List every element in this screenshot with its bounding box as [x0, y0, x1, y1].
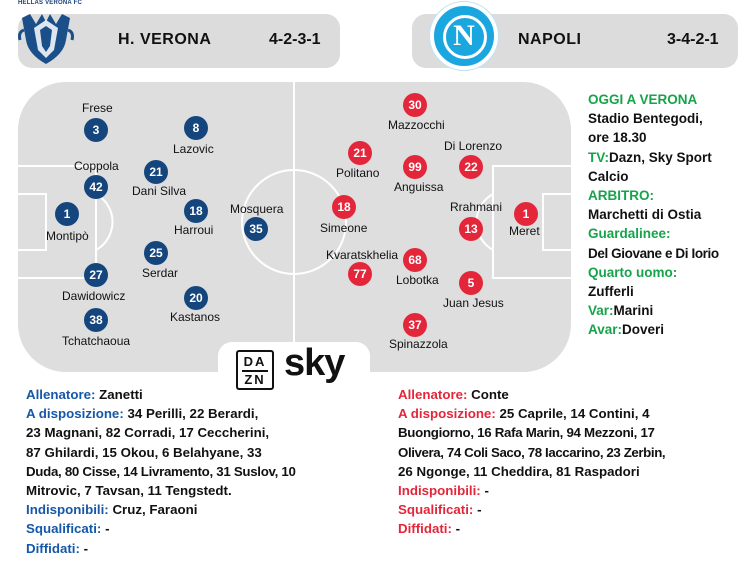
player-number: 21 [144, 160, 168, 184]
player-name: Frese [82, 101, 113, 115]
player-name: Harroui [174, 223, 214, 237]
player-name: Mosquera [230, 202, 284, 216]
home-bench-line: Mitrovic, 7 Tavsan, 11 Tengstedt. [26, 483, 232, 499]
player-marker[interactable] [459, 155, 483, 179]
avar-label: Avar: [588, 322, 623, 338]
home-team-name: H. VERONA [118, 31, 212, 48]
player-name: Lobotka [396, 273, 439, 287]
player-number: 1 [514, 202, 538, 226]
player-marker[interactable] [332, 195, 356, 219]
player-number: 22 [459, 155, 483, 179]
player-marker[interactable] [514, 202, 538, 226]
player-marker[interactable] [184, 116, 208, 140]
home-squad-notes [26, 385, 396, 558]
away-unavailable: - [484, 483, 489, 499]
player-number: 5 [459, 271, 483, 295]
player-marker[interactable] [459, 271, 483, 295]
player-number: 77 [348, 262, 372, 286]
player-number: 30 [403, 93, 427, 117]
home-warned: - [83, 540, 89, 556]
var-value: Marini [613, 303, 654, 319]
player-number: 35 [244, 217, 268, 241]
player-number: 27 [84, 263, 108, 287]
dazn-logo-top: DA [243, 354, 267, 369]
arbitro-label: ARBITRO: [588, 188, 654, 204]
away-warned: - [455, 521, 461, 537]
player-number: 18 [332, 195, 356, 219]
guardalinee-value: Del Giovane e Di Iorio [588, 245, 719, 261]
player-marker[interactable] [84, 308, 108, 332]
player-marker[interactable] [403, 248, 427, 272]
home-unavailable: Cruz, Faraoni [112, 502, 198, 518]
away-bench-line: Buongiorno, 16 Rafa Marin, 94 Mezzoni, 17 [398, 425, 655, 441]
away-bench-line: 26 Ngonge, 11 Cheddira, 81 Raspadori [398, 463, 640, 479]
verona-crest-icon [16, 10, 76, 68]
player-name: Lazovic [173, 142, 214, 156]
home-coach: Zanetti [99, 387, 143, 402]
away-unavailable-label: Indisponibili: [398, 483, 481, 499]
away-header [412, 14, 738, 68]
player-name: Dawidowicz [62, 289, 126, 303]
player-number: 38 [84, 308, 108, 332]
home-header [18, 14, 340, 68]
player-marker[interactable] [403, 155, 427, 179]
away-bench-label: A disposizione: [398, 406, 496, 422]
dazn-logo [236, 350, 274, 390]
player-number: 3 [84, 118, 108, 142]
player-name: Dani Silva [132, 184, 187, 198]
var-label: Var: [588, 303, 614, 319]
player-marker[interactable] [348, 141, 372, 165]
player-marker[interactable] [84, 175, 108, 199]
player-marker[interactable] [144, 241, 168, 265]
player-marker[interactable] [403, 313, 427, 337]
away-formation: 3-4-2-1 [667, 31, 719, 48]
player-number: 99 [403, 155, 427, 179]
away-warned-label: Diffidati: [398, 521, 452, 537]
player-name: Rrahmani [450, 200, 503, 214]
home-formation: 4-2-3-1 [269, 31, 321, 48]
player-number: 68 [403, 248, 427, 272]
player-name: Juan Jesus [443, 296, 504, 310]
away-suspended: - [477, 502, 482, 518]
player-name: Spinazzola [389, 337, 448, 351]
stadium-line-1: Stadio Bentegodi, [588, 111, 703, 127]
player-marker[interactable] [348, 262, 372, 286]
player-marker[interactable] [184, 199, 208, 223]
sky-logo: sky [284, 342, 345, 384]
player-name: Politano [336, 166, 380, 180]
player-name: Simeone [320, 221, 368, 235]
player-marker[interactable] [184, 286, 208, 310]
quarto-uomo-label: Quarto uomo: [588, 264, 678, 280]
player-name: Di Lorenzo [444, 139, 503, 153]
player-number: 21 [348, 141, 372, 165]
home-bench-line: 34 Perilli, 22 Berardi, [127, 406, 259, 422]
player-number: 25 [144, 241, 168, 265]
player-number: 8 [184, 116, 208, 140]
tv-label: TV: [588, 149, 610, 165]
guardalinee-label: Guardalinee: [588, 226, 671, 242]
player-name: Coppola [74, 159, 119, 173]
away-coach: Conte [471, 387, 509, 402]
avar-value: Doveri [622, 322, 665, 338]
home-club-caption: HELLAS VERONA FC [18, 0, 82, 6]
player-marker[interactable] [459, 217, 483, 241]
player-marker[interactable] [55, 202, 79, 226]
player-marker[interactable] [403, 93, 427, 117]
home-unavailable-label: Indisponibili: [26, 502, 109, 518]
player-name: Anguissa [394, 180, 444, 194]
dazn-logo-bottom: ZN [244, 372, 266, 387]
player-number: 20 [184, 286, 208, 310]
home-bench-line: Duda, 80 Cisse, 14 Livramento, 31 Suslov, 10 [26, 463, 296, 479]
player-number: 1 [55, 202, 79, 226]
player-marker[interactable] [84, 118, 108, 142]
player-marker[interactable] [244, 217, 268, 241]
away-squad-notes [398, 385, 743, 539]
player-number: 37 [403, 313, 427, 337]
player-name: Kastanos [170, 310, 221, 324]
player-name: Mazzocchi [388, 118, 445, 132]
away-coach-label: Allenatore: [398, 387, 468, 402]
home-bench-label: A disposizione: [26, 406, 124, 422]
away-bench-line: Olivera, 74 Coli Saco, 78 Iaccarino, 23 Zerbin, [398, 444, 666, 460]
away-suspended-label: Squalificati: [398, 502, 474, 518]
stadium-line-2: ore 18.30 [588, 130, 647, 146]
player-name: Tchatchaoua [62, 334, 131, 348]
home-suspended: - [105, 521, 110, 537]
home-coach-label: Allenatore: [26, 387, 96, 402]
oggi-heading: OGGI A VERONA [588, 92, 698, 107]
away-team-name: NAPOLI [518, 31, 582, 48]
player-number: 18 [184, 199, 208, 223]
player-name: Montipò [46, 229, 89, 243]
napoli-crest-icon [430, 2, 498, 70]
player-number: 42 [84, 175, 108, 199]
arbitro-value: Marchetti di Ostia [588, 207, 702, 223]
player-number: 13 [459, 217, 483, 241]
home-bench-line: 87 Ghilardi, 15 Okou, 6 Belahyane, 33 [26, 444, 262, 460]
player-marker[interactable] [84, 263, 108, 287]
napoli-crest-letter: N [453, 19, 475, 52]
player-name: Kvaratskhelia [326, 248, 399, 262]
player-name: Meret [509, 224, 540, 238]
match-info [588, 90, 746, 340]
tv-value: Dazn, Sky Sport [609, 149, 712, 165]
home-bench-line: 23 Magnani, 82 Corradi, 17 Ceccherini, [26, 425, 270, 441]
player-name: Serdar [142, 266, 179, 280]
away-bench-line: 25 Caprile, 14 Contini, 4 [499, 406, 650, 422]
home-suspended-label: Squalificati: [26, 521, 102, 537]
tv-value-2: Calcio [588, 168, 629, 184]
home-warned-label: Diffidati: [26, 540, 80, 556]
quarto-uomo-value: Zufferli [588, 284, 634, 300]
player-marker[interactable] [144, 160, 168, 184]
